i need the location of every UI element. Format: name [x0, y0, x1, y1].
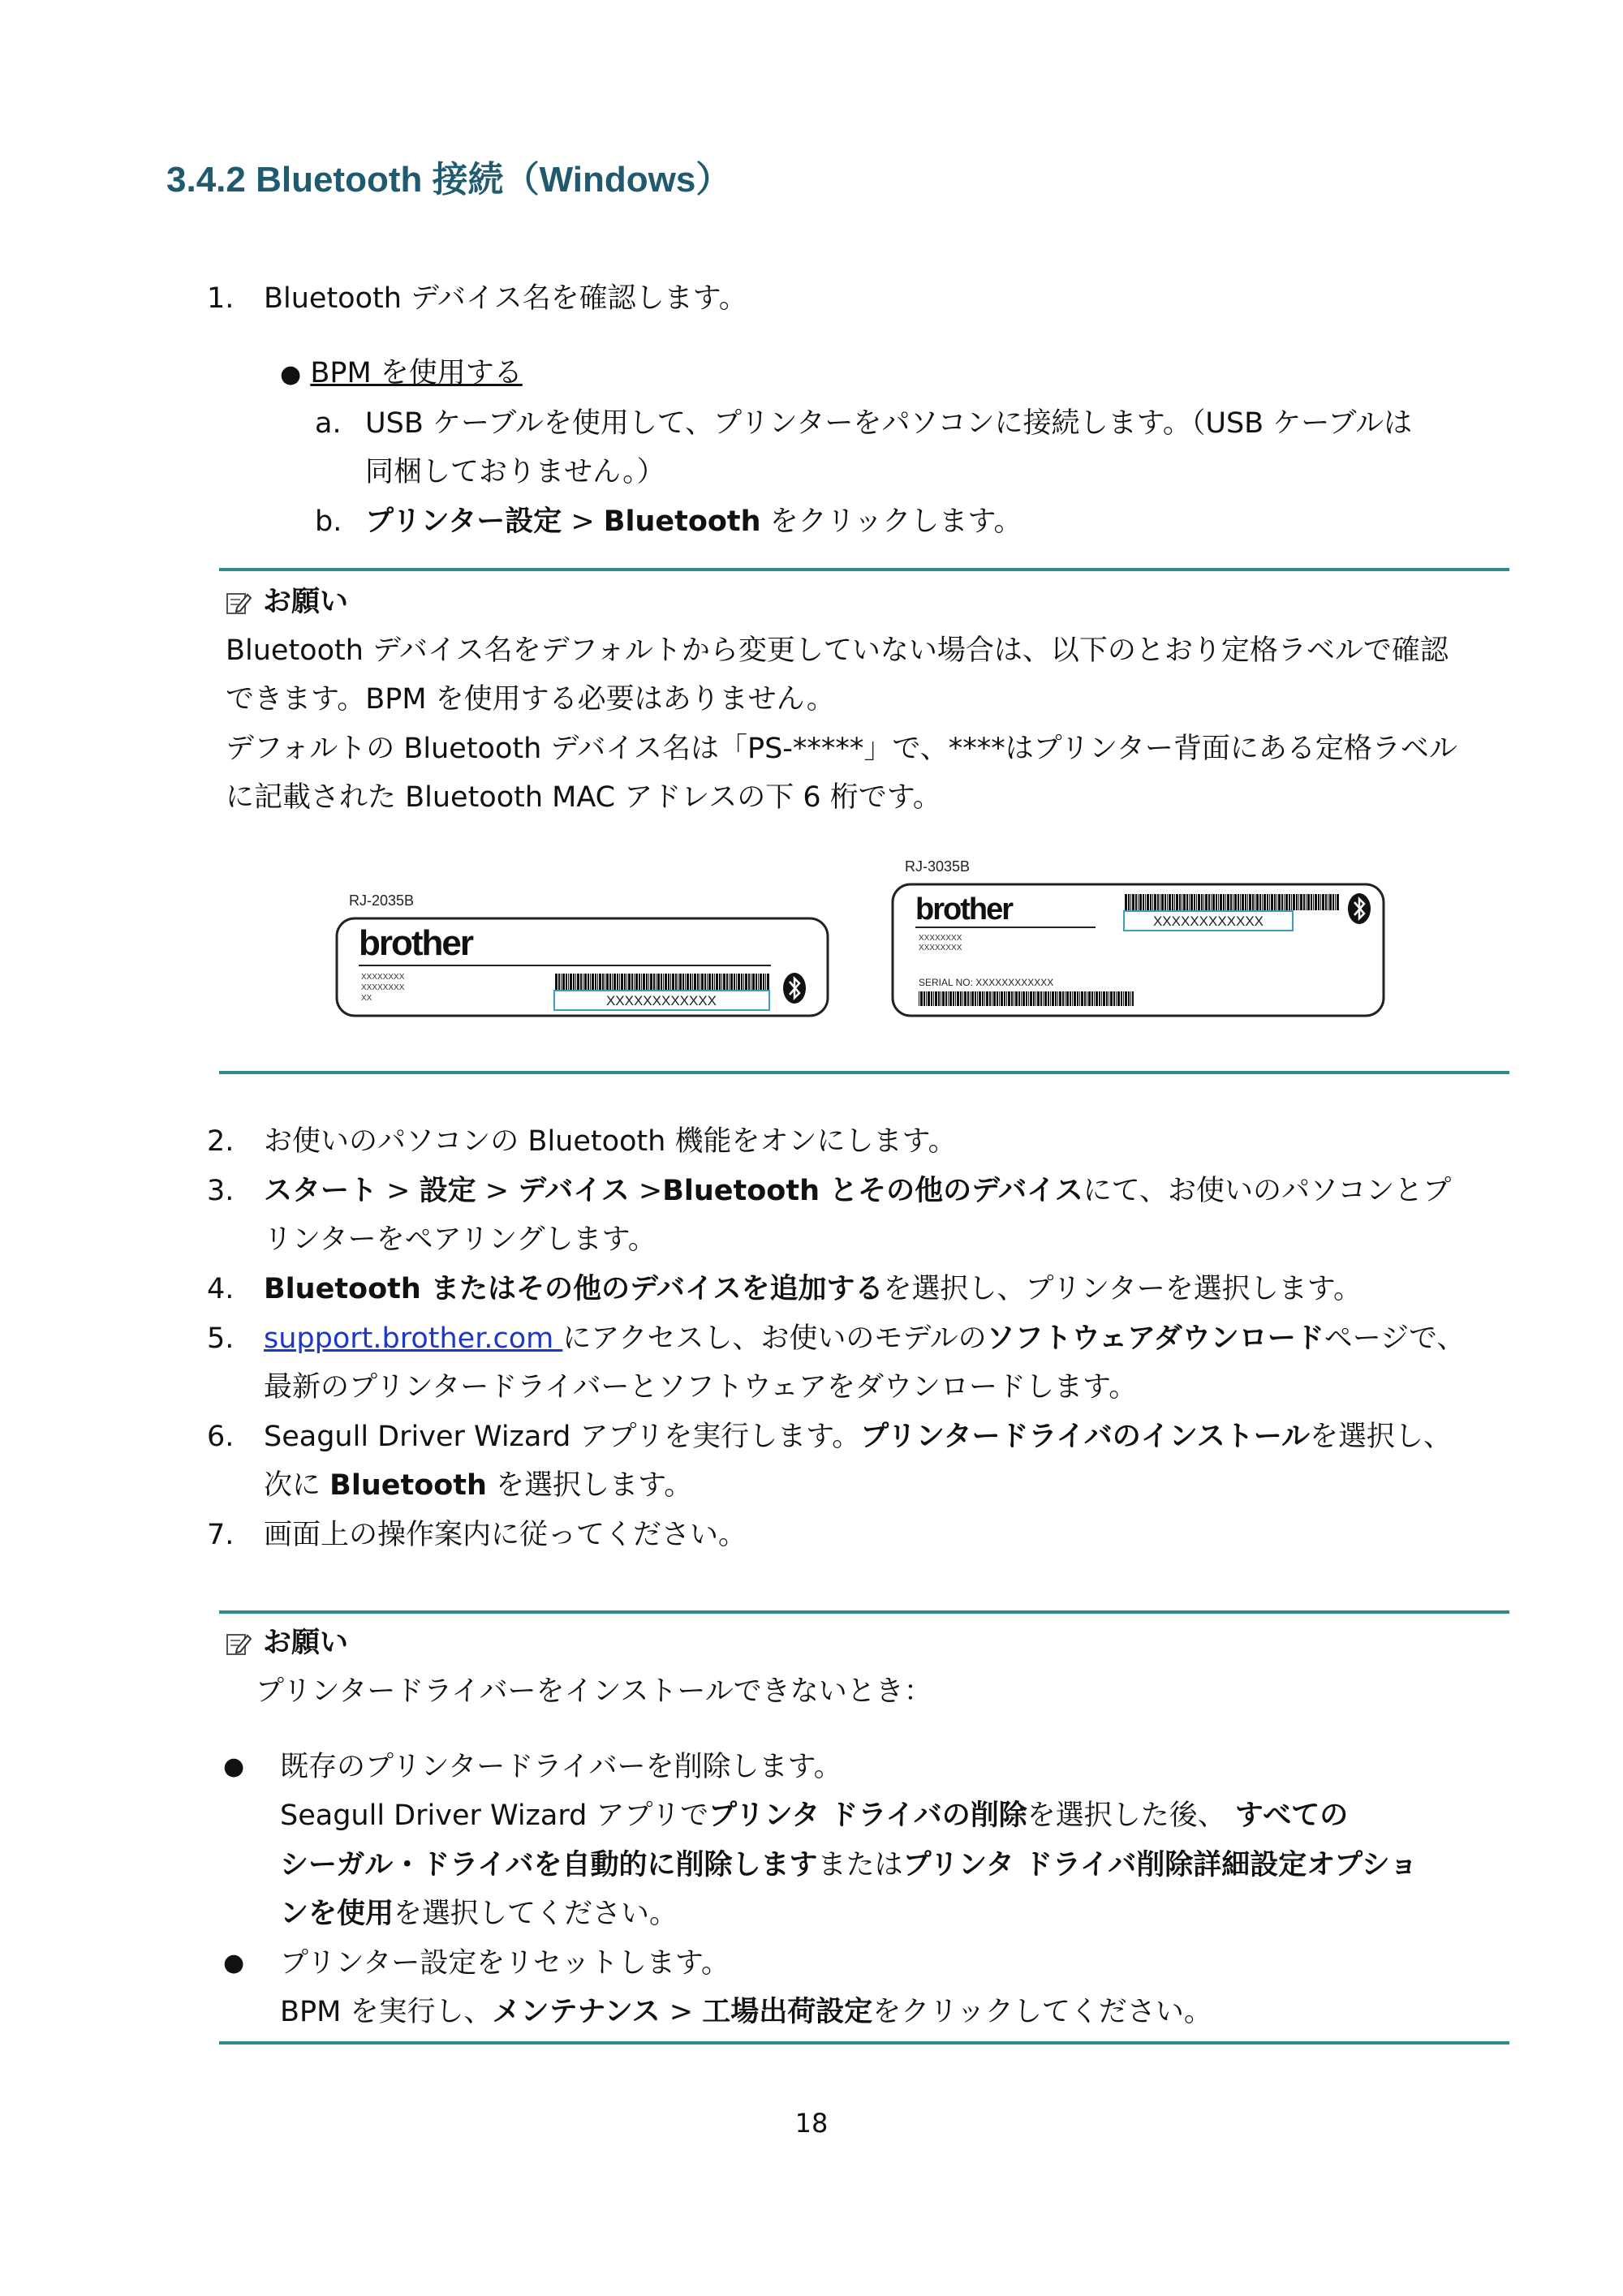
item-1-l1c: を選択した後、	[1027, 1799, 1226, 1832]
label-left-model: RJ-2035B	[349, 892, 415, 909]
pencil-note-icon	[226, 583, 252, 631]
step-3-text	[264, 1167, 1451, 1215]
step-6-line-2	[264, 1461, 692, 1510]
item-2-l1a: BPM を実行し、	[280, 1996, 493, 2028]
auto-remove-label: シーガル・ドライバを自動的に削除します	[280, 1849, 818, 1881]
bluetooth-label: Bluetooth	[329, 1469, 487, 1502]
bluetooth-devices-label: Bluetooth とその他のデバイス	[662, 1175, 1083, 1207]
substep-a-line2: 同梱しておりません。）	[365, 456, 665, 488]
step-6-line2-pre: 次に	[264, 1469, 330, 1502]
printer-settings-label: プリンター設定	[365, 505, 562, 538]
step-6-rest: を選択し、	[1310, 1421, 1453, 1453]
step-2-number: 2.	[207, 1125, 235, 1158]
separator: >	[660, 1996, 703, 2028]
note-1-line-1: Bluetooth デバイス名をデフォルトから変更していない場合は、以下のとおり定格ラベルで確認	[226, 634, 1449, 667]
section-heading: 3.4.2 Bluetooth 接続（Windows）	[166, 160, 732, 200]
item-1-l3a: ンを使用	[280, 1898, 394, 1930]
separator: >	[629, 1175, 663, 1207]
step-3-rest: にて、お使いのパソコンとプ	[1083, 1175, 1452, 1207]
note-1-line-2: できます。BPM を使用する必要はありません。	[226, 683, 835, 716]
label-right-line-1: XXXXXXXX	[919, 934, 962, 943]
substep-b-rest: をクリックします。	[760, 505, 1022, 538]
step-7-text: 画面上の操作案内に従ってください。	[264, 1519, 747, 1551]
label-right-serial-barcode	[919, 991, 1134, 1006]
label-right-line-2: XXXXXXXX	[919, 944, 962, 952]
step-5-mid: にアクセスし、お使いのモデルの	[562, 1322, 987, 1355]
note-2-item-1-title: 既存のプリンタードライバーを削除します。	[280, 1751, 842, 1783]
step-4-number: 4.	[207, 1273, 235, 1305]
substep-b-marker: b.	[315, 505, 342, 538]
bullet-icon: ●	[223, 1752, 245, 1781]
note-2-top-rule	[219, 1610, 1509, 1614]
step-1-number: 1.	[207, 282, 235, 315]
advanced-remove-label: プリンタ ドライバ削除詳細設定オプショ	[902, 1849, 1419, 1881]
step-5-number: 5.	[207, 1322, 235, 1355]
note-2-item-1-line-2	[280, 1841, 1418, 1890]
separator: >	[377, 1175, 420, 1207]
bluetooth-icon	[1348, 893, 1371, 924]
step-4-text	[264, 1265, 1362, 1314]
label-right-barcode	[1124, 894, 1339, 910]
step-5-line-2: 最新のプリンタードライバーとソフトウェアをダウンロードします。	[264, 1371, 1138, 1404]
driver-install-label: プリンタードライバのインストール	[860, 1421, 1310, 1453]
support-link[interactable]: support.brother.com	[264, 1322, 563, 1355]
remove-driver-label: プリンタ ドライバの削除	[708, 1799, 1027, 1832]
item-2-l1e: をクリックしてください。	[872, 1996, 1212, 2028]
note-2-item-1-line-1	[280, 1791, 1348, 1840]
label-left-mac: XXXXXXXXXXXX	[605, 993, 717, 1008]
label-rj-2035b	[337, 892, 828, 1016]
note-2-bottom-rule	[219, 2041, 1509, 2044]
note-1-title: お願い	[263, 586, 349, 618]
separator: >	[562, 505, 604, 538]
note-1-line-4: に記載された Bluetooth MAC アドレスの下 6 桁です。	[226, 781, 941, 814]
label-right-mac: XXXXXXXXXXXX	[1152, 914, 1264, 929]
step-6-line2-rest: を選択します。	[486, 1469, 693, 1502]
label-right-serial: SERIAL NO: XXXXXXXXXXXX	[919, 977, 1054, 988]
label-left-line-1: XXXXXXXX	[361, 973, 405, 982]
label-left-line-3: XX	[361, 994, 372, 1003]
bpm-option-item	[280, 349, 523, 399]
note-2-header	[226, 1619, 348, 1672]
step-3-line-2: リンターをペアリングします。	[264, 1223, 657, 1256]
note-1-bottom-rule	[219, 1071, 1509, 1074]
step-1-text: Bluetooth デバイス名を確認します。	[264, 282, 747, 315]
page-number: 18	[794, 2108, 829, 2139]
bluetooth-icon	[783, 973, 806, 1004]
step-2-text: お使いのパソコンの Bluetooth 機能をオンにします。	[264, 1125, 957, 1158]
factory-reset-label: 工場出荷設定	[702, 1996, 873, 2028]
step-3-number: 3.	[207, 1175, 235, 1207]
step-5-text	[264, 1314, 1465, 1363]
note-2-title: お願い	[263, 1627, 349, 1659]
start-label: スタート	[264, 1175, 378, 1207]
step-6-number: 6.	[207, 1421, 235, 1453]
settings-label: 設定	[419, 1175, 476, 1207]
substep-a-marker: a.	[315, 407, 342, 440]
label-right-model: RJ-3035B	[905, 858, 971, 875]
bullet-icon: ●	[280, 360, 302, 389]
item-1-l3b: を選択してください。	[394, 1898, 678, 1930]
substep-b-text	[365, 497, 1022, 546]
bluetooth-label: Bluetooth	[603, 505, 761, 538]
label-rj-3035b	[893, 858, 1384, 1016]
label-left-line-2: XXXXXXXX	[361, 983, 405, 992]
note-2-item-2-line-1	[280, 1988, 1212, 2036]
item-1-l1a: Seagull Driver Wizard アプリで	[280, 1799, 709, 1832]
note-1-header	[226, 578, 348, 631]
step-6-text	[264, 1412, 1452, 1461]
step-4-rest: を選択し、プリンターを選択します。	[883, 1273, 1362, 1305]
maintenance-label: メンテナンス	[492, 1996, 661, 2028]
item-1-l1d: すべての	[1234, 1799, 1349, 1832]
note-2-item-2-title: プリンター設定をリセットします。	[280, 1947, 730, 1980]
note-2-item-1-line-3	[280, 1890, 678, 1938]
bullet-icon: ●	[223, 1949, 245, 1977]
substep-a-line1: USB ケーブルを使用して、プリンターをパソコンに接続します。（USB ケーブルは	[365, 407, 1413, 440]
item-1-l2b: または	[817, 1849, 903, 1881]
note-1-line-3: デフォルトの Bluetooth デバイス名は「PS-*****」で、****はプリンター背面にある定格ラベル	[226, 733, 1457, 765]
label-left-brother-logo: brother	[359, 923, 472, 963]
add-device-label: Bluetooth またはその他のデバイスを追加する	[264, 1273, 884, 1305]
step-6-pre: Seagull Driver Wizard アプリを実行します。	[264, 1421, 861, 1453]
bpm-option-label: BPM を使用する	[310, 357, 523, 389]
step-7-number: 7.	[207, 1519, 235, 1551]
label-right-brother-logo: brother	[915, 892, 1012, 927]
pencil-note-icon	[226, 1623, 252, 1672]
devices-label: デバイス	[518, 1175, 630, 1207]
note-2-intro: プリンタードライバーをインストールできないとき：	[256, 1675, 932, 1708]
step-5-rest: ページで、	[1324, 1322, 1466, 1355]
note-1-top-rule	[219, 568, 1509, 571]
label-left-barcode	[554, 974, 769, 990]
separator: >	[476, 1175, 519, 1207]
software-download-label: ソフトウェアダウンロード	[986, 1322, 1324, 1355]
rating-labels-illustration	[325, 844, 1396, 1030]
